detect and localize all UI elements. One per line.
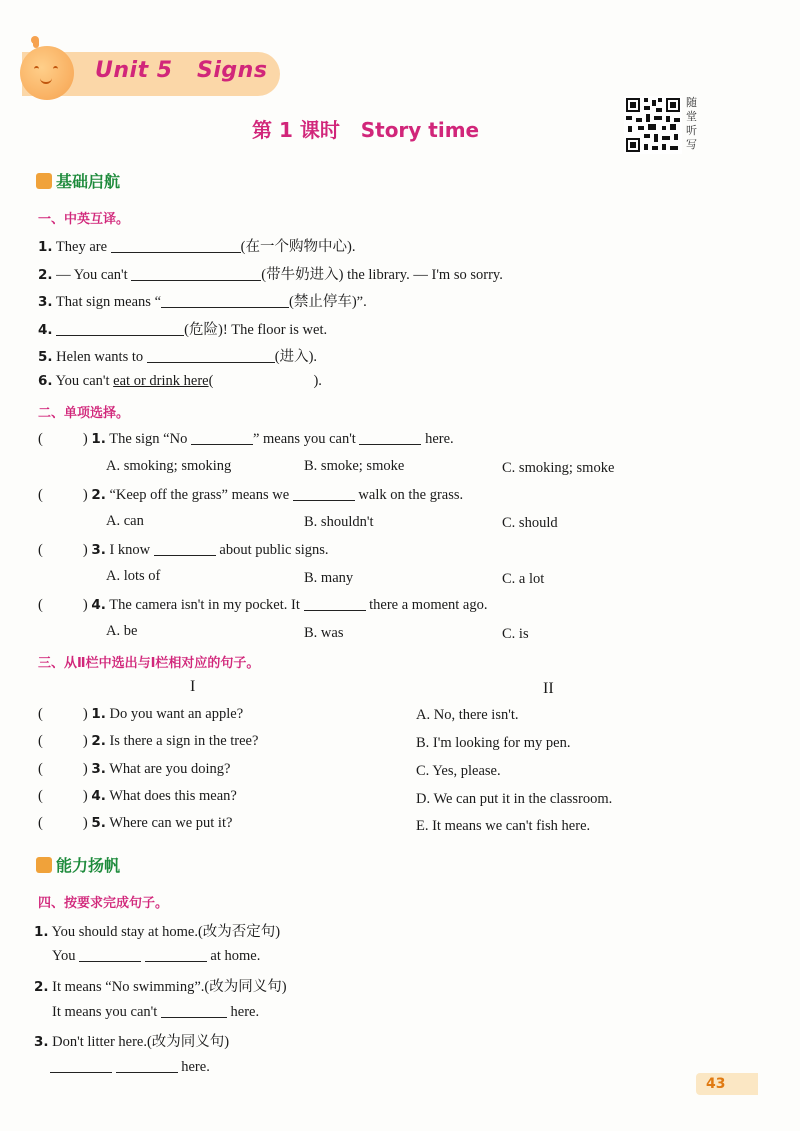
qr-label: 随堂听写 [686, 96, 697, 151]
match-right-e: E. It means we can't fish here. [416, 818, 591, 834]
match-right-c: C. Yes, please. [416, 763, 501, 779]
answer-blank[interactable] [161, 1003, 227, 1018]
section-basic-label: 基础启航 [56, 172, 121, 191]
column-2-header: II [543, 680, 554, 697]
match-right-b: B. I'm looking for my pen. [416, 735, 571, 751]
column-1-header: I [190, 678, 196, 695]
part2-question-1: ( ) 1. The sign “No ” means you can't here. [38, 431, 454, 447]
answer-blank[interactable] [50, 1058, 112, 1073]
part4-title: 四、按要求完成句子。 [38, 896, 169, 911]
part2-question-2: ( ) 2. “Keep off the grass” means we walk on the grass. [38, 487, 464, 503]
answer-blank[interactable] [131, 266, 261, 281]
option: A. can [106, 513, 144, 529]
match-left-3: ( ) 3. What are you doing? [38, 761, 231, 777]
answer-blank[interactable] [145, 947, 207, 962]
option: B. smoke; smoke [304, 458, 405, 474]
option: B. was [304, 625, 344, 641]
answer-blank[interactable] [161, 293, 289, 308]
option: C. is [502, 626, 529, 642]
option: B. many [304, 570, 354, 586]
answer-blank[interactable] [191, 430, 253, 445]
answer-blank[interactable] [111, 238, 241, 253]
part2-question-4: ( ) 4. The camera isn't in my pocket. It there a moment ago. [38, 597, 488, 613]
part1-item-1: 1. They are (在一个购物中心). [38, 239, 356, 255]
anchor-icon [36, 173, 52, 189]
part2-title: 二、单项选择。 [38, 406, 130, 421]
match-left-1: ( ) 1. Do you want an apple? [38, 706, 244, 722]
qr-code-icon[interactable] [624, 96, 682, 154]
option: C. a lot [502, 571, 545, 587]
answer-blank[interactable] [154, 541, 216, 556]
unit-title: Unit 5 Signs [95, 58, 268, 83]
part1-item-6: 6. You can't eat or drink here( ). [38, 373, 322, 389]
part1-title: 一、中英互译。 [38, 212, 130, 227]
match-right-a: A. No, there isn't. [416, 707, 519, 723]
answer-blank[interactable] [293, 486, 355, 501]
part3-title: 三、从Ⅱ栏中选出与Ⅰ栏相对应的句子。 [38, 656, 260, 671]
part1-item-5: 5. Helen wants to (进入). [38, 349, 318, 365]
part1-item-3: 3. That sign means “ (禁止停车)”. [38, 294, 367, 310]
part1-item-4: 4. (危险)! The floor is wet. [38, 322, 328, 338]
part1-item-2: 2. — You can't (带牛奶进入) the library. — I'm so sorry. [38, 267, 503, 283]
answer-blank[interactable] [116, 1058, 178, 1073]
answer-blank[interactable] [304, 596, 366, 611]
option: B. shouldn't [304, 514, 374, 530]
part4-answer-1: You at home. [52, 948, 261, 964]
match-left-5: ( ) 5. Where can we put it? [38, 815, 233, 831]
part4-item-2: 2. It means “No swimming”.(改为同义句) [34, 979, 287, 995]
option: A. lots of [106, 568, 161, 584]
option: A. be [106, 623, 138, 639]
answer-blank[interactable] [56, 321, 184, 336]
part4-item-1: 1. You should stay at home.(改为否定句) [34, 924, 281, 940]
section-ability-label: 能力扬帆 [56, 856, 121, 875]
match-right-d: D. We can put it in the classroom. [416, 791, 613, 807]
page-number: 43 [696, 1073, 758, 1095]
answer-blank[interactable] [359, 430, 421, 445]
option: A. smoking; smoking [106, 458, 232, 474]
option: C. should [502, 515, 558, 531]
lesson-title: 第 1 课时 Story time [252, 118, 480, 142]
part2-question-3: ( ) 3. I know about public signs. [38, 542, 329, 558]
sun-mascot-icon [20, 46, 74, 100]
section-ability-heading [36, 853, 120, 876]
answer-blank[interactable] [147, 348, 275, 363]
match-left-4: ( ) 4. What does this mean? [38, 788, 237, 804]
part4-answer-2: It means you can't here. [52, 1004, 260, 1020]
section-basic-heading [36, 169, 120, 192]
match-left-2: ( ) 2. Is there a sign in the tree? [38, 733, 259, 749]
answer-blank[interactable] [79, 947, 141, 962]
sail-icon [36, 857, 52, 873]
part4-item-3: 3. Don't litter here.(改为同义句) [34, 1034, 230, 1050]
part4-answer-3: here. [50, 1058, 210, 1076]
option: C. smoking; smoke [502, 460, 615, 476]
